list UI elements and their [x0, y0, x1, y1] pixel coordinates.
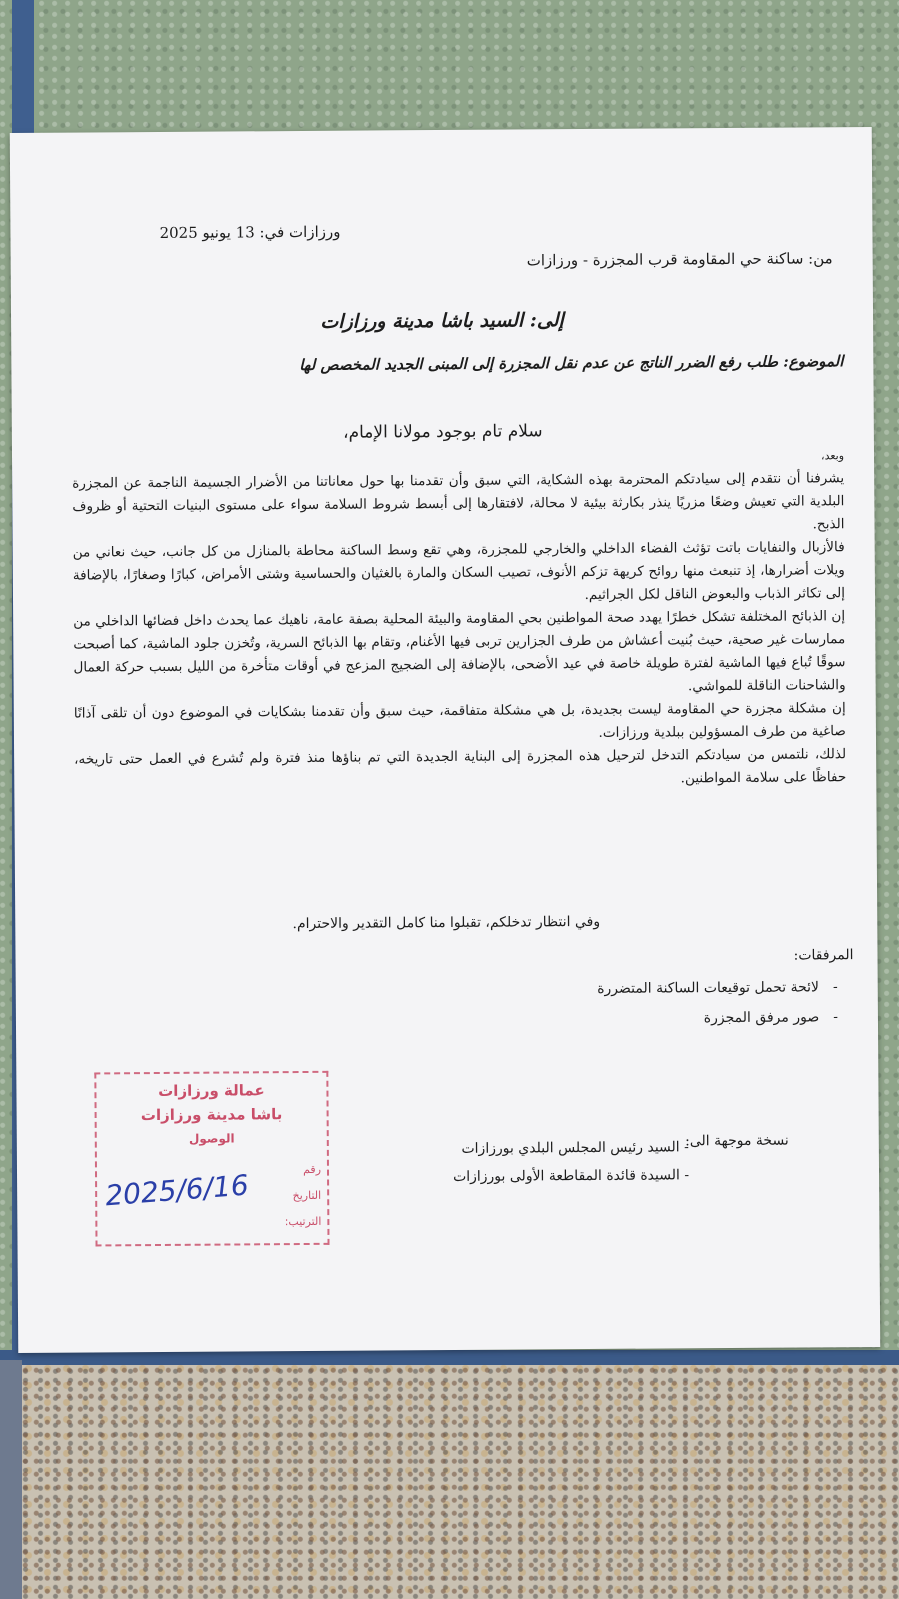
letter-greeting: سلام تام بوجود مولانا الإمام، [343, 421, 543, 443]
letter-sender: من: ساكنة حي المقاومة قرب المجزرة - ورزازات [526, 249, 833, 270]
terrazzo-floor [0, 1365, 899, 1599]
letter-body [72, 467, 846, 794]
copy-recipient: - السيدة قائدة المقاطعة الأولى بورزازات [452, 1167, 690, 1185]
letter-sheet [10, 127, 880, 1353]
blue-frame-bottom [0, 1350, 899, 1366]
stamp-field-number: رقم [303, 1162, 322, 1177]
stamp-field-order: الترتيب: [284, 1214, 322, 1229]
letter-closing: وفي انتظار تدخلكم، تقبلوا منا كامل التقدير والاحترام. [292, 913, 601, 933]
stamp-handwritten-date: 2025/6/16 [104, 1168, 250, 1213]
attachment-item: -لائحة تحمل توقيعات الساكنة المتضررة [597, 979, 838, 997]
body-paragraph: إن الذبائح المختلفة تشكل خطرًا يهدد صحة المواطنين بحي المقاومة والبيئة المحلية بصفة عامة، ناهيك عما يحدث داخل فضائها الداخلي من ممارسات غير صحية، حيث بُنيت أعشاش من طرف الجزارين تربى فيها الأغنام، وتقام بها الذبائح السرية، وتُخزن جلود الماشية، كما أصبحت سوقًا تُباع فيها الماشية لفترة طويلة خاصة في عيد الأضحى، بالإضافة إلى الضجيج المزعج في أوقات متأخرة من الليل بسبب حركة العمال والشاحنات الناقلة للمواشي. [73, 608, 846, 695]
letter-opener: وبعد، [820, 449, 845, 463]
copy-recipient: - السيد رئيس المجلس البلدي بورزازات [461, 1139, 689, 1157]
body-paragraph: لذلك، نلتمس من سيادتكم التدخل لترحيل هذه المجزرة إلى البناية الجديدة التي تم بناؤها منذ فترة ولم تُشرع في العمل حتى تاريخه، حفاظًا على سلامة المواطنين. [74, 746, 847, 787]
body-paragraph: إن مشكلة مجزرة حي المقاومة ليست بجديدة، بل هي مشكلة متفاقمة، حيث سبق وأن تقدمنا بشكايات في الموضوع دون أن تلقى آذانًا صاغية من طرف المسؤولين ببلدية ورزازات. [73, 700, 847, 741]
letter-recipient: إلى: السيد باشا مدينة ورزازات [320, 309, 564, 333]
frame-corner [0, 1360, 22, 1599]
attachment-item: -صور مرفق المجزرة [703, 1009, 839, 1027]
reception-stamp [94, 1071, 329, 1247]
stamp-line-pasha: باشا مدينة ورزازات [140, 1105, 283, 1125]
stamp-line-prefecture: عمالة ورزازات [158, 1081, 265, 1101]
stamp-line-arrival: الوصول [188, 1131, 235, 1146]
attachments-list [438, 972, 838, 1035]
attachments-title: المرفقات: [793, 947, 854, 964]
body-paragraph: فالأزبال والنفايات باتت تؤثث الفضاء الداخلي والخارجي للمجزرة، وهي تقع وسط الساكنة محاطة بالمنازل من كل جانب، حيث نعاني من ويلات أضرارها، إذ تنبعث منها روائح كريهة تزكم الأنوف، تصيب السكان والمارة بالغثيان والحساسية وشتى الأمراض، كبارًا وصغارًا، بالإضافة إلى تكاثر الذباب والبعوض الناقل لكل الجراثيم. [72, 539, 846, 604]
copy-label: نسخة موجهة الى: [685, 1132, 789, 1150]
body-paragraph: يشرفنا أن نتقدم إلى سيادتكم المحترمة بهذه الشكاية، التي سبق وأن تقدمنا بها حول معاناتنا من الأضرار الجسيمة الناجمة عن المجزرة البلدية التي تعيش وضعًا مزريًا ينذر بكارثة بيئية لا محالة، لافتقارها إلى أبسط شروط السلامة سواء على مستوى البنيات التحتية أو ظروف الذبح. [72, 470, 845, 533]
copy-recipients [309, 1133, 689, 1192]
letter-date: ورزازات في: 13 يونيو 2025 [159, 222, 341, 242]
stamp-field-date: التاريخ [292, 1188, 322, 1203]
letter-subject: الموضوع: طلب رفع الضرر الناتج عن عدم نقل المجزرة إلى المبنى الجديد المخصص لها [299, 352, 844, 375]
